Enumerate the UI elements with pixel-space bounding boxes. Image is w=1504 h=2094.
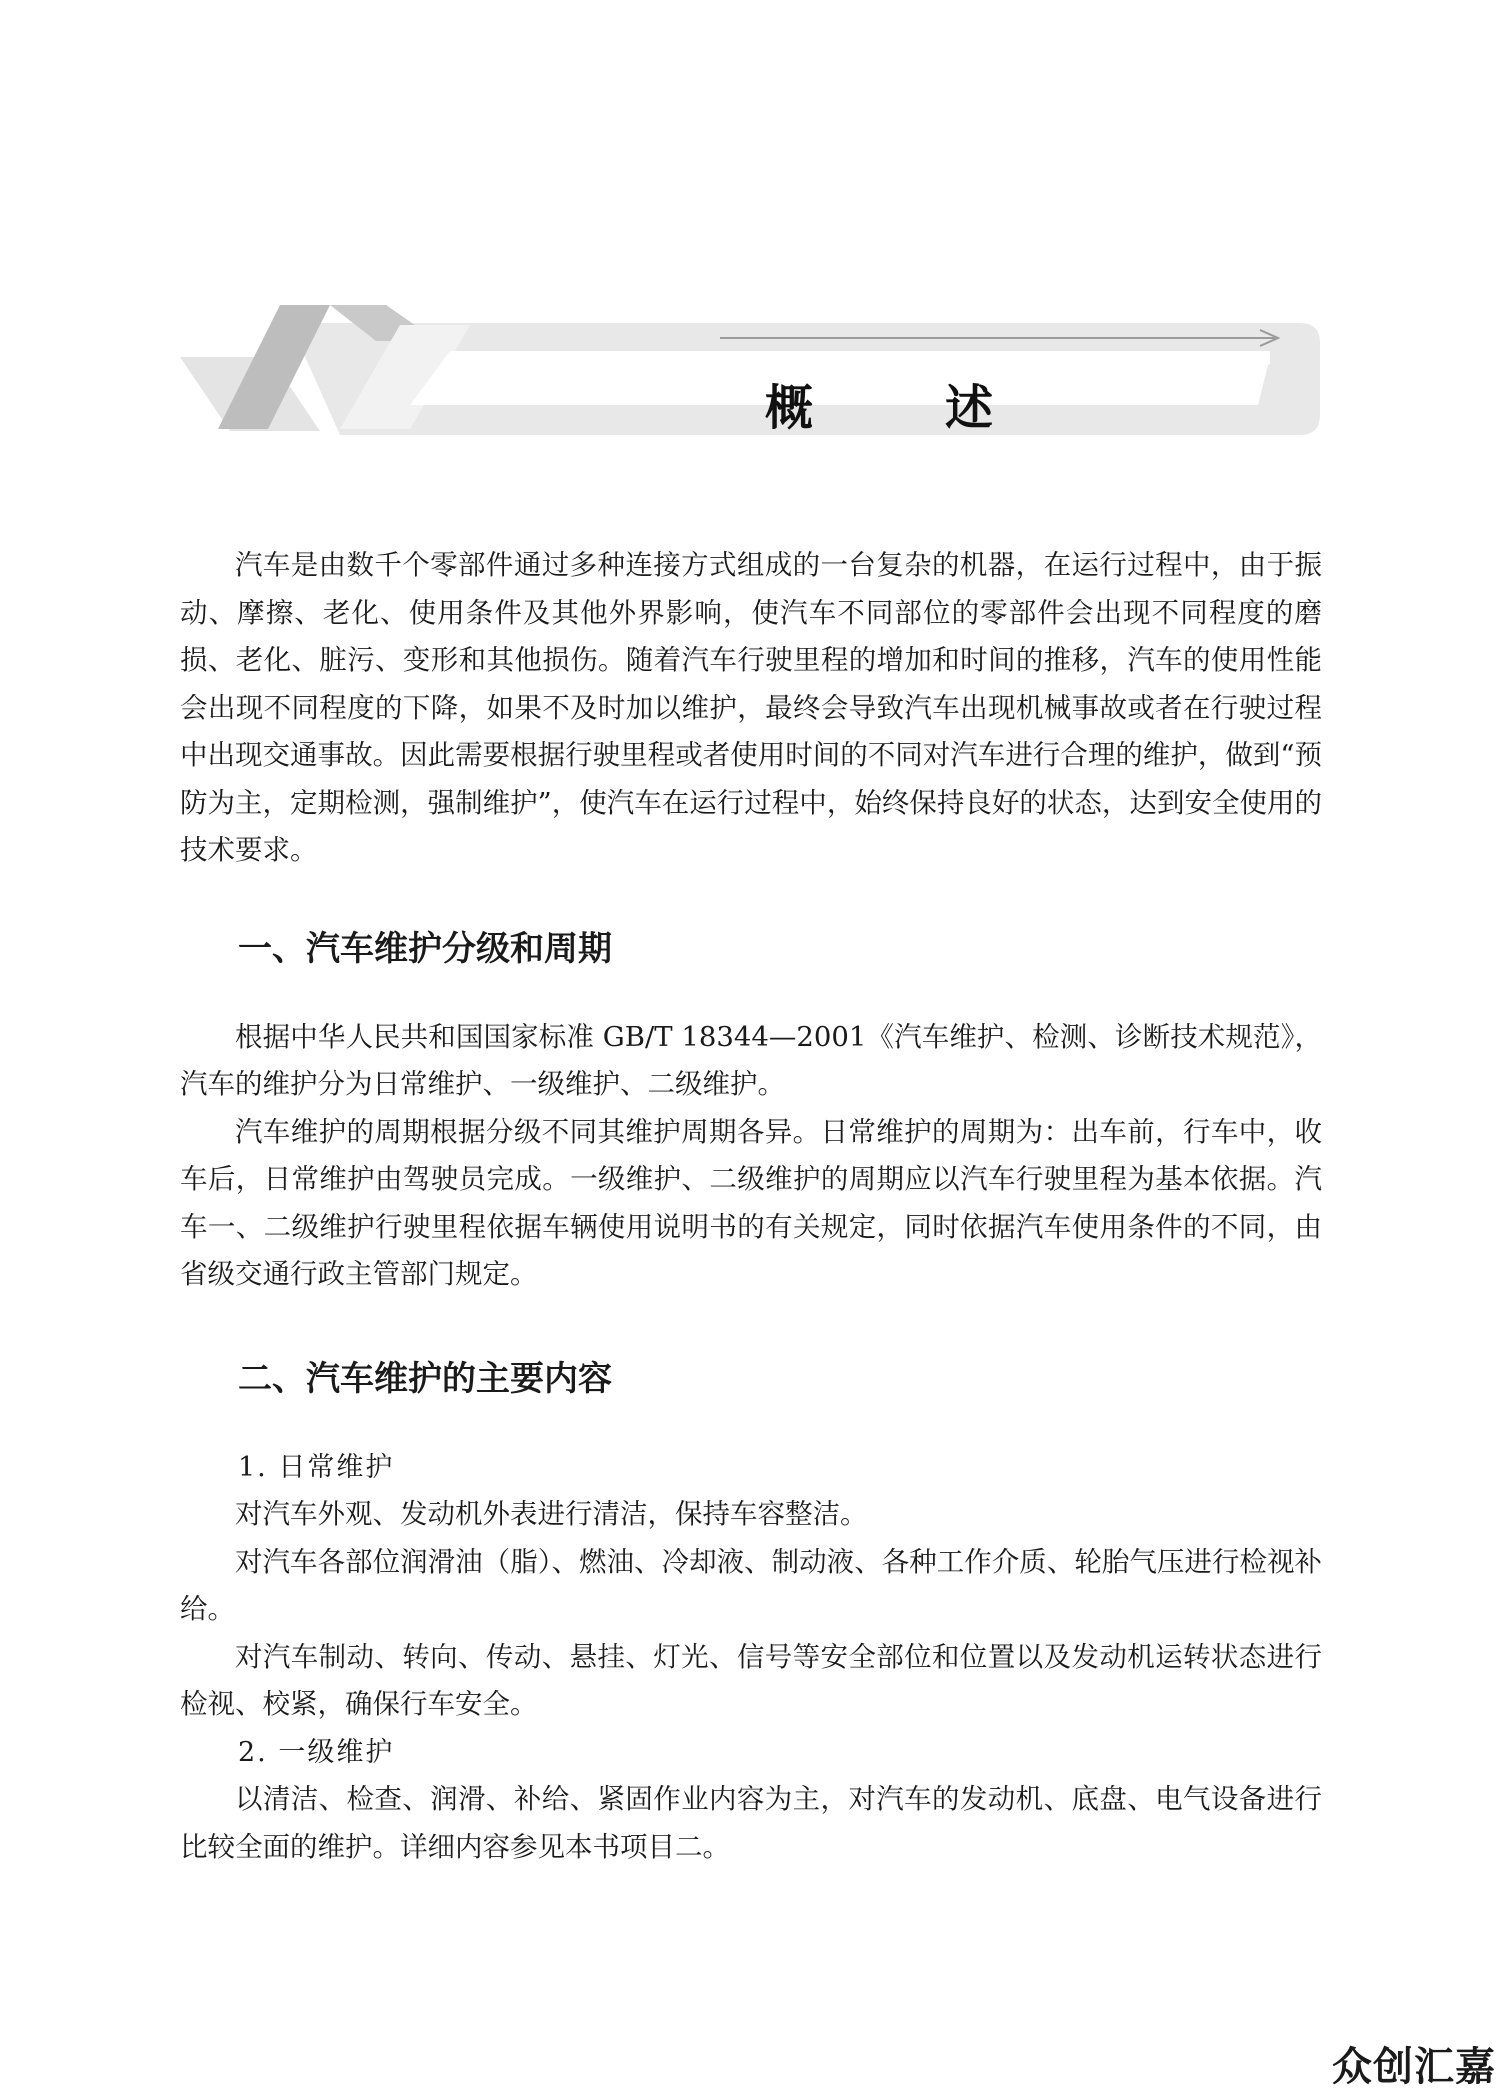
watermark-logo: 众创汇嘉 (1332, 2044, 1496, 2090)
section1-paragraph: 根据中华人民共和国国家标准 GB/T 18344—2001《汽车维护、检测、诊断技术规范》，汽车的维护分为日常维护、一级维护、二级维护。 (180, 1020, 1322, 1100)
page-title: 概 述 (764, 380, 1035, 436)
intro-paragraph: 汽车是由数千个零部件通过多种连接方式组成的一台复杂的机器，在运行过程中，由于振动、摩擦、老化、使用条件及其他外界影响，使汽车不同部位的零部件会出现不同程度的磨损、老化、脏污、变形和其他损伤。随着汽车行驶里程的增加和时间的推移，汽车的使用性能会出现不同程度的下降，如果不及时加以维护，最终会导致汽车出现机械事故或者在行驶过程中出现交通事故。因此需要根据行驶里程或者使用时间的不同对汽车进行合理的维护，做到“预防为主，定期检测，强制维护”，使汽车在运行过程中，始终保持良好的状态，达到安全使用的技术要求。 (180, 549, 1322, 866)
section-heading-1: 一、汽车维护分级和周期 (238, 928, 612, 969)
section1-paragraph: 汽车维护的周期根据分级不同其维护周期各异。日常维护的周期为：出车前，行车中，收车后，日常维护由驾驶员完成。一级维护、二级维护的周期应以汽车行驶里程为基本依据。汽车一、二级维护行驶里程依据车辆使用说明书的有关规定，同时依据汽车使用条件的不同，由省级交通行政主管部门规定。 (180, 1115, 1322, 1290)
daily-paragraph: 对汽车各部位润滑油（脂）、燃油、冷却液、制动液、各种工作介质、轮胎气压进行检视补给。 (180, 1545, 1322, 1625)
level1-paragraph: 以清洁、检查、润滑、补给、紧固作业内容为主，对汽车的发动机、底盘、电气设备进行比较全面的维护。详细内容参见本书项目二。 (180, 1783, 1322, 1863)
document-body (180, 542, 1322, 1871)
subheading-daily-maintenance: 1. 日常维护 (238, 1451, 395, 1483)
section-heading-2: 二、汽车维护的主要内容 (238, 1358, 612, 1399)
subheading-level1-maintenance: 2. 一级维护 (238, 1736, 395, 1768)
daily-paragraph: 对汽车外观、发动机外表进行清洁，保持车容整洁。 (235, 1498, 868, 1530)
daily-paragraph: 对汽车制动、转向、传动、悬挂、灯光、信号等安全部位和位置以及发动机运转状态进行检视、校紧，确保行车安全。 (180, 1640, 1322, 1720)
